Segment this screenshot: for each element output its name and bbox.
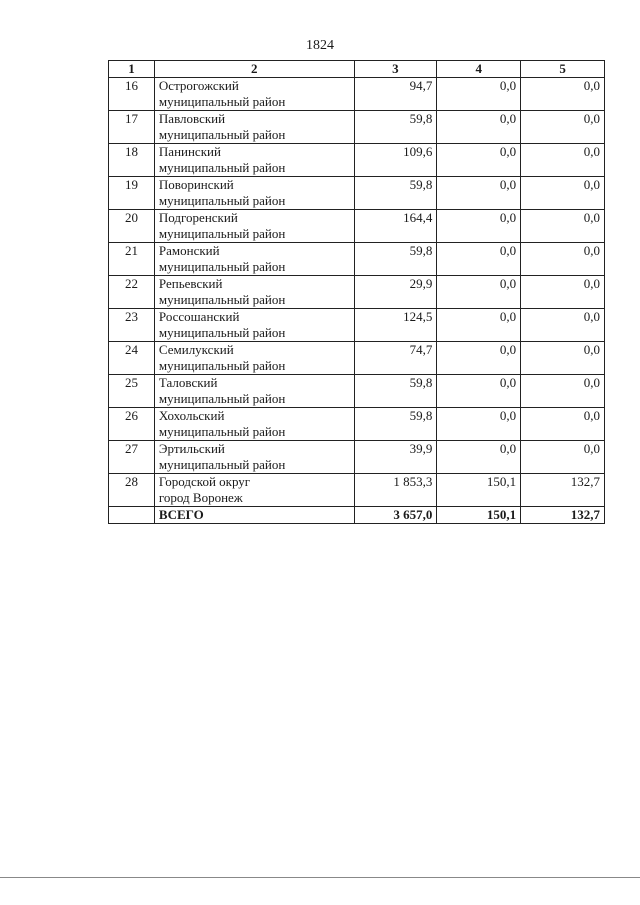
table-body	[109, 78, 605, 507]
table-row	[109, 375, 605, 408]
row-col-5: 0,0	[521, 408, 605, 441]
data-table	[108, 60, 605, 524]
row-name-line: муниципальный район	[158, 94, 286, 109]
row-name-line: Панинский	[158, 144, 221, 159]
row-col-3: 1 853,3	[354, 474, 437, 507]
row-col-4: 0,0	[437, 144, 521, 177]
table-row	[109, 78, 605, 111]
row-name-line: Россошанский	[158, 309, 240, 324]
table-row	[109, 309, 605, 342]
row-col-4: 0,0	[437, 375, 521, 408]
row-name	[154, 177, 354, 210]
row-col-4: 0,0	[437, 276, 521, 309]
row-number: 21	[109, 243, 155, 276]
table-row	[109, 276, 605, 309]
row-number: 17	[109, 111, 155, 144]
row-number: 28	[109, 474, 155, 507]
row-col-4: 0,0	[437, 210, 521, 243]
row-col-4: 0,0	[437, 309, 521, 342]
row-number: 20	[109, 210, 155, 243]
row-col-4: 0,0	[437, 243, 521, 276]
row-name	[154, 441, 354, 474]
row-col-4: 0,0	[437, 78, 521, 111]
row-name	[154, 111, 354, 144]
row-name	[154, 375, 354, 408]
row-name-line: муниципальный район	[158, 391, 286, 406]
row-name-line: муниципальный район	[158, 292, 286, 307]
row-number: 25	[109, 375, 155, 408]
row-col-5: 0,0	[521, 276, 605, 309]
row-name	[154, 144, 354, 177]
row-col-5: 0,0	[521, 375, 605, 408]
row-name-line: муниципальный район	[158, 127, 286, 142]
table-row	[109, 144, 605, 177]
row-name	[154, 276, 354, 309]
total-col-3: 3 657,0	[354, 507, 437, 524]
header-col-4: 4	[437, 61, 521, 78]
row-name-line: Рамонский	[158, 243, 220, 258]
table-row	[109, 111, 605, 144]
row-col-5: 0,0	[521, 144, 605, 177]
row-name-line: муниципальный район	[158, 259, 286, 274]
row-number: 18	[109, 144, 155, 177]
row-col-5: 0,0	[521, 243, 605, 276]
row-col-5: 0,0	[521, 177, 605, 210]
row-col-4: 0,0	[437, 342, 521, 375]
row-name-line: Эртильский	[158, 441, 225, 456]
row-name-line: муниципальный район	[158, 226, 286, 241]
row-name-line: Поворинский	[158, 177, 234, 192]
row-name-line: город Воронеж	[158, 490, 243, 505]
row-name	[154, 78, 354, 111]
row-name	[154, 408, 354, 441]
row-name-line: муниципальный район	[158, 160, 286, 175]
total-col-4: 150,1	[437, 507, 521, 524]
row-name	[154, 309, 354, 342]
page-number: 1824	[306, 38, 334, 53]
row-name	[154, 243, 354, 276]
row-name	[154, 342, 354, 375]
row-name-line: Павловский	[158, 111, 226, 126]
row-name-line: Репьевский	[158, 276, 223, 291]
row-col-4: 150,1	[437, 474, 521, 507]
page-bottom-rule	[0, 877, 640, 878]
row-number: 27	[109, 441, 155, 474]
table-row	[109, 210, 605, 243]
header-row	[109, 61, 605, 78]
header-col-5: 5	[521, 61, 605, 78]
row-name-line: Острогожский	[158, 78, 239, 93]
header-col-2: 2	[154, 61, 354, 78]
row-col-3: 109,6	[354, 144, 437, 177]
row-name-line: Подгоренский	[158, 210, 238, 225]
row-number: 23	[109, 309, 155, 342]
row-col-5: 0,0	[521, 78, 605, 111]
row-number: 24	[109, 342, 155, 375]
row-col-3: 124,5	[354, 309, 437, 342]
header-col-3: 3	[354, 61, 437, 78]
total-label: ВСЕГО	[154, 507, 354, 524]
row-col-3: 59,8	[354, 243, 437, 276]
row-col-4: 0,0	[437, 408, 521, 441]
row-col-3: 164,4	[354, 210, 437, 243]
row-name-line: муниципальный район	[158, 457, 286, 472]
total-col-5: 132,7	[521, 507, 605, 524]
row-col-3: 74,7	[354, 342, 437, 375]
row-name-line: муниципальный район	[158, 358, 286, 373]
header-col-1: 1	[109, 61, 155, 78]
row-name-line: Семилукский	[158, 342, 234, 357]
table-row	[109, 408, 605, 441]
row-col-3: 59,8	[354, 177, 437, 210]
row-number: 22	[109, 276, 155, 309]
row-name-line: муниципальный район	[158, 193, 286, 208]
table-row	[109, 441, 605, 474]
row-col-3: 59,8	[354, 375, 437, 408]
row-name-line: Городской округ	[158, 474, 251, 489]
table-row	[109, 177, 605, 210]
table-row	[109, 243, 605, 276]
row-col-4: 0,0	[437, 177, 521, 210]
row-col-3: 59,8	[354, 111, 437, 144]
row-col-3: 29,9	[354, 276, 437, 309]
row-number: 26	[109, 408, 155, 441]
row-col-3: 39,9	[354, 441, 437, 474]
row-name-line: Таловский	[158, 375, 218, 390]
row-name-line: муниципальный район	[158, 424, 286, 439]
row-col-4: 0,0	[437, 441, 521, 474]
row-col-3: 59,8	[354, 408, 437, 441]
row-col-3: 94,7	[354, 78, 437, 111]
row-col-5: 0,0	[521, 111, 605, 144]
row-number: 16	[109, 78, 155, 111]
row-col-5: 132,7	[521, 474, 605, 507]
row-col-5: 0,0	[521, 210, 605, 243]
table-row	[109, 474, 605, 507]
row-col-5: 0,0	[521, 342, 605, 375]
row-col-5: 0,0	[521, 309, 605, 342]
row-col-4: 0,0	[437, 111, 521, 144]
total-num	[109, 507, 155, 524]
row-name	[154, 210, 354, 243]
row-number: 19	[109, 177, 155, 210]
total-row	[109, 507, 605, 524]
row-name-line: муниципальный район	[158, 325, 286, 340]
table-row	[109, 342, 605, 375]
row-col-5: 0,0	[521, 441, 605, 474]
row-name-line: Хохольский	[158, 408, 225, 423]
row-name	[154, 474, 354, 507]
